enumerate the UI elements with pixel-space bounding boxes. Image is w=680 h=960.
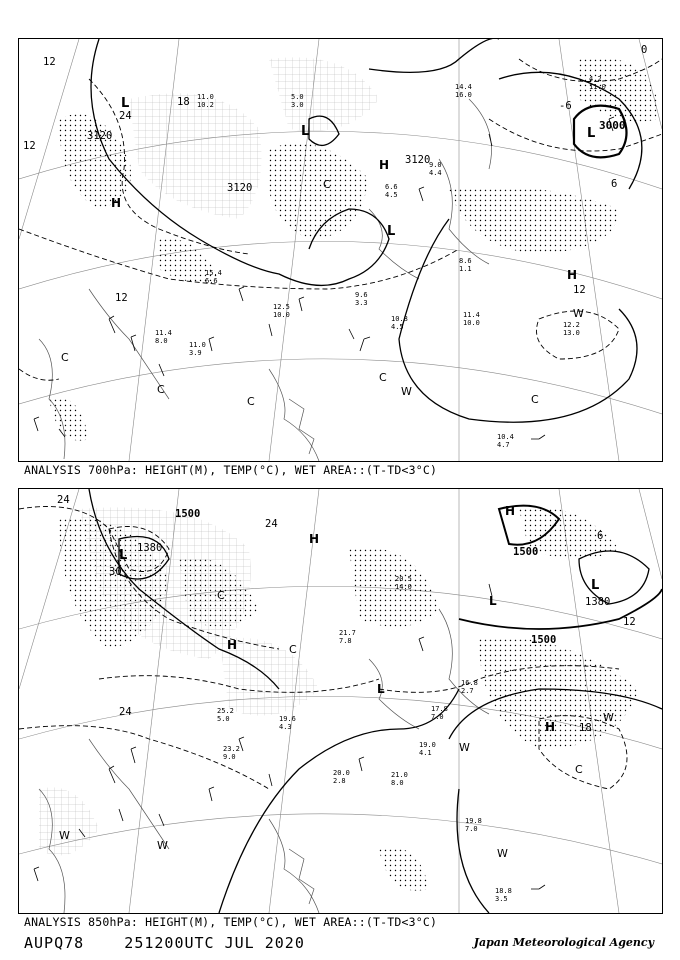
- height-label: 3120: [227, 182, 253, 194]
- high-center: H: [309, 532, 320, 546]
- height-label: 3120: [87, 130, 113, 142]
- station-value: 4.4: [429, 169, 442, 177]
- station-value: 16.8: [461, 679, 478, 687]
- height-label: 1500: [531, 634, 557, 646]
- high-center: H: [567, 268, 578, 282]
- station-value: 11.0: [589, 83, 606, 91]
- station-value: 14.4: [455, 83, 472, 91]
- station-value: 10.0: [463, 319, 480, 327]
- station-value: 21.7: [339, 629, 356, 637]
- low-center: L: [119, 548, 128, 563]
- station-value: 10.8: [391, 315, 408, 323]
- map-700hpa-chart: [19, 39, 662, 461]
- map-850hpa-chart: [19, 489, 662, 913]
- warm-center: W: [401, 385, 412, 398]
- station-value: 21.0: [391, 771, 408, 779]
- station-value: 8.6: [459, 257, 472, 265]
- height-label: 1500: [175, 508, 201, 520]
- high-center: H: [111, 196, 122, 210]
- high-center: H: [545, 720, 556, 734]
- caption-700hpa: ANALYSIS 700hPa: HEIGHT(M), TEMP(°C), WET AREA::(T-TD<3°C): [24, 463, 438, 477]
- map-panel-700hpa: [18, 38, 663, 462]
- temp-label: 24: [57, 494, 70, 506]
- cold-center: C: [247, 395, 255, 408]
- station-value: 3.3: [355, 299, 368, 307]
- height-label: 1500: [513, 546, 539, 558]
- station-value: 4.5: [385, 191, 398, 199]
- cold-center: C: [531, 393, 539, 406]
- temp-label: 24: [119, 110, 132, 122]
- station-value: 4.7: [497, 441, 510, 449]
- station-value: 3.5: [495, 895, 508, 903]
- station-value: 5.0: [217, 715, 230, 723]
- station-value: 9.0: [429, 161, 442, 169]
- low-center: L: [587, 126, 596, 141]
- station-value: 25.2: [217, 707, 234, 715]
- station-value: 1.1: [459, 265, 472, 273]
- station-value: 23.2: [223, 745, 240, 753]
- cold-center: C: [379, 371, 387, 384]
- map-panel-850hpa: [18, 488, 663, 914]
- station-value: 14.0: [395, 583, 412, 591]
- low-center: L: [121, 96, 130, 111]
- station-value: 13.0: [563, 329, 580, 337]
- station-value: 20.5: [395, 575, 412, 583]
- station-value: 11.0: [197, 93, 214, 101]
- cold-center: C: [289, 643, 297, 656]
- temp-label: 12: [623, 616, 636, 628]
- low-center: L: [489, 594, 497, 608]
- cold-center: C: [323, 178, 331, 191]
- low-center: L: [387, 224, 396, 239]
- station-value: 4.1: [419, 749, 432, 757]
- station-value: 5.0: [291, 93, 304, 101]
- station-value: 12.5: [273, 303, 290, 311]
- station-value: 11.4: [155, 329, 172, 337]
- station-value: 10.0: [273, 311, 290, 319]
- low-center: L: [377, 682, 385, 696]
- station-value: 6.6: [385, 183, 398, 191]
- station-value: 17.8: [431, 705, 448, 713]
- caption-850hpa: ANALYSIS 850hPa: HEIGHT(M), TEMP(°C), WET AREA::(T-TD<3°C): [24, 915, 438, 929]
- station-value: 16.0: [455, 91, 472, 99]
- temp-label: 0: [641, 44, 648, 56]
- temp-label: 6: [611, 178, 618, 190]
- station-value: 19.6: [279, 715, 296, 723]
- station-value: 15.4: [205, 269, 222, 277]
- temp-label: 18: [177, 96, 190, 108]
- station-value: 10.2: [197, 101, 214, 109]
- warm-center: W: [573, 307, 584, 320]
- temp-label: 24: [265, 518, 278, 530]
- high-center: H: [227, 638, 238, 652]
- station-value: 20.0: [333, 769, 350, 777]
- height-label: 3120: [405, 154, 431, 166]
- station-value: 6.6: [205, 277, 218, 285]
- warm-center: W: [603, 711, 614, 724]
- cold-center: C: [61, 351, 69, 364]
- station-value: 3.0: [291, 101, 304, 109]
- temp-label: 6: [597, 530, 604, 542]
- station-plots: [217, 575, 512, 903]
- station-value: 7.8: [339, 637, 352, 645]
- station-value: 8.0: [155, 337, 168, 345]
- cold-center: C: [217, 589, 225, 602]
- station-value: 10.4: [497, 433, 514, 441]
- high-center: H: [505, 504, 516, 518]
- cold-center: C: [157, 383, 165, 396]
- station-value: 7.0: [431, 713, 444, 721]
- station-value: 2.8: [333, 777, 346, 785]
- height-label: 3000: [599, 119, 626, 132]
- height-label: 1380: [137, 542, 163, 554]
- station-value: 19.8: [465, 817, 482, 825]
- bulletin-code: AUPQ78 251200UTC JUL 2020: [24, 934, 305, 952]
- temp-label: 12: [23, 140, 36, 152]
- station-value: 12.2: [563, 321, 580, 329]
- station-value: 2.7: [461, 687, 474, 695]
- station-value: 9.6: [355, 291, 368, 299]
- station-value: 4.5: [391, 323, 404, 331]
- station-value: 11.0: [189, 341, 206, 349]
- cold-center: C: [575, 763, 583, 776]
- temp-label: 12: [573, 284, 586, 296]
- temp-label: 12: [43, 56, 56, 68]
- temp-label: 18: [579, 722, 592, 734]
- height-label: 1380: [585, 596, 611, 608]
- station-value: 9.0: [223, 753, 236, 761]
- warm-center: W: [497, 847, 508, 860]
- low-center: L: [301, 124, 310, 139]
- warm-center: W: [459, 741, 470, 754]
- station-value: 4.3: [279, 723, 292, 731]
- temp-label: 12: [115, 292, 128, 304]
- station-value: 3.9: [189, 349, 202, 357]
- station-value: 4.2: [589, 75, 602, 83]
- temp-label: 30: [109, 566, 122, 578]
- high-center: H: [379, 158, 390, 172]
- station-value: 7.0: [465, 825, 478, 833]
- temp-label: 24: [119, 706, 132, 718]
- station-value: 19.0: [419, 741, 436, 749]
- station-value: 8.0: [391, 779, 404, 787]
- station-value: 11.4: [463, 311, 480, 319]
- agency-name: Japan Meteorological Agency: [473, 936, 654, 949]
- low-center: L: [591, 578, 600, 593]
- warm-center: W: [157, 839, 168, 852]
- warm-center: W: [59, 829, 70, 842]
- station-value: 18.8: [495, 887, 512, 895]
- temp-label: -6: [559, 100, 572, 112]
